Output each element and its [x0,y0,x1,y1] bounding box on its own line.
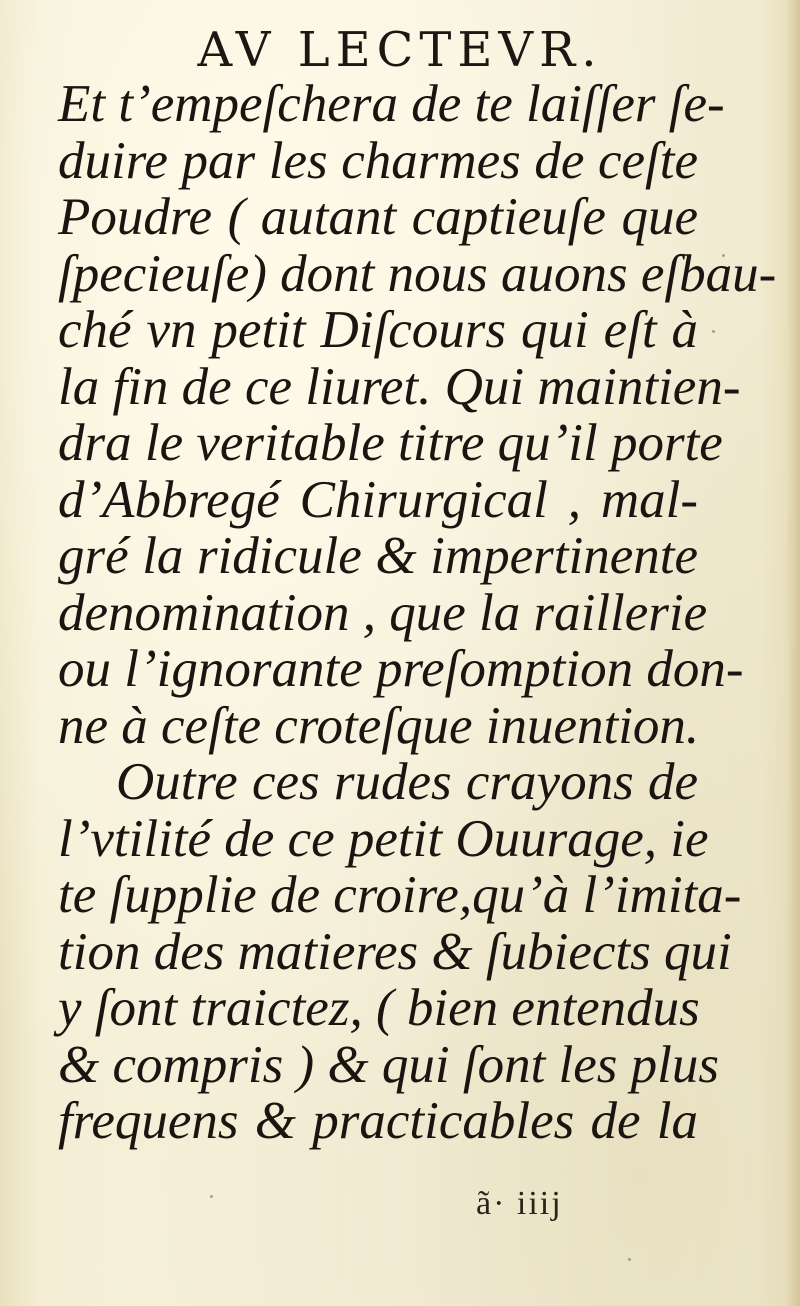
paper-speck [712,330,715,333]
running-head: AV LECTEVR. [197,22,603,78]
text-line: ou l’ignorante preſomption don- [58,640,744,698]
text-line: denomination , que la raillerie [58,583,708,642]
text-line: tion des matieres & ſubiects qui [58,922,732,981]
text-line: dra le veritable titre qu’il porte [58,414,723,472]
text-line: ché vn petit Diſcours qui eſt à [58,301,698,359]
text-line: te ſupplie de croire,qu’à l’imita- [58,866,742,924]
text-line: frequens & practicables de la [58,1092,698,1150]
page-edge-shadow [786,0,800,1306]
text-line: Et t’empeſchera de te laiſſer ſe- [58,75,725,133]
text-line: gré la ridicule & impertinente [58,527,698,585]
text-line: & compris ) & qui ſont les plus [58,1035,720,1094]
signature-mark: ã· iiij [476,1185,563,1222]
text-line: y ſont traictez, ( bien entendus [58,979,700,1037]
text-line: Outre ces rudes crayons de [116,753,698,811]
text-line: duire par les charmes de ceſte [58,131,698,190]
text-line: Poudre ( autant captieuſe que [58,188,698,246]
text-line: ne à ceſte croteſque inuention. [58,696,700,755]
text-line: d’Abbregé Chirurgical , mal- [58,470,698,529]
paper-speck [628,1258,631,1261]
paper-speck [722,254,725,257]
paper-speck [210,1195,213,1198]
body-text [58,75,777,1150]
text-line: l’vtilité de ce petit Ouurage, ie [58,809,709,868]
text-line: la fin de ce liuret. Qui maintien- [58,357,741,416]
text-line: ſpecieuſe) dont nous auons eſbau- [58,244,777,303]
